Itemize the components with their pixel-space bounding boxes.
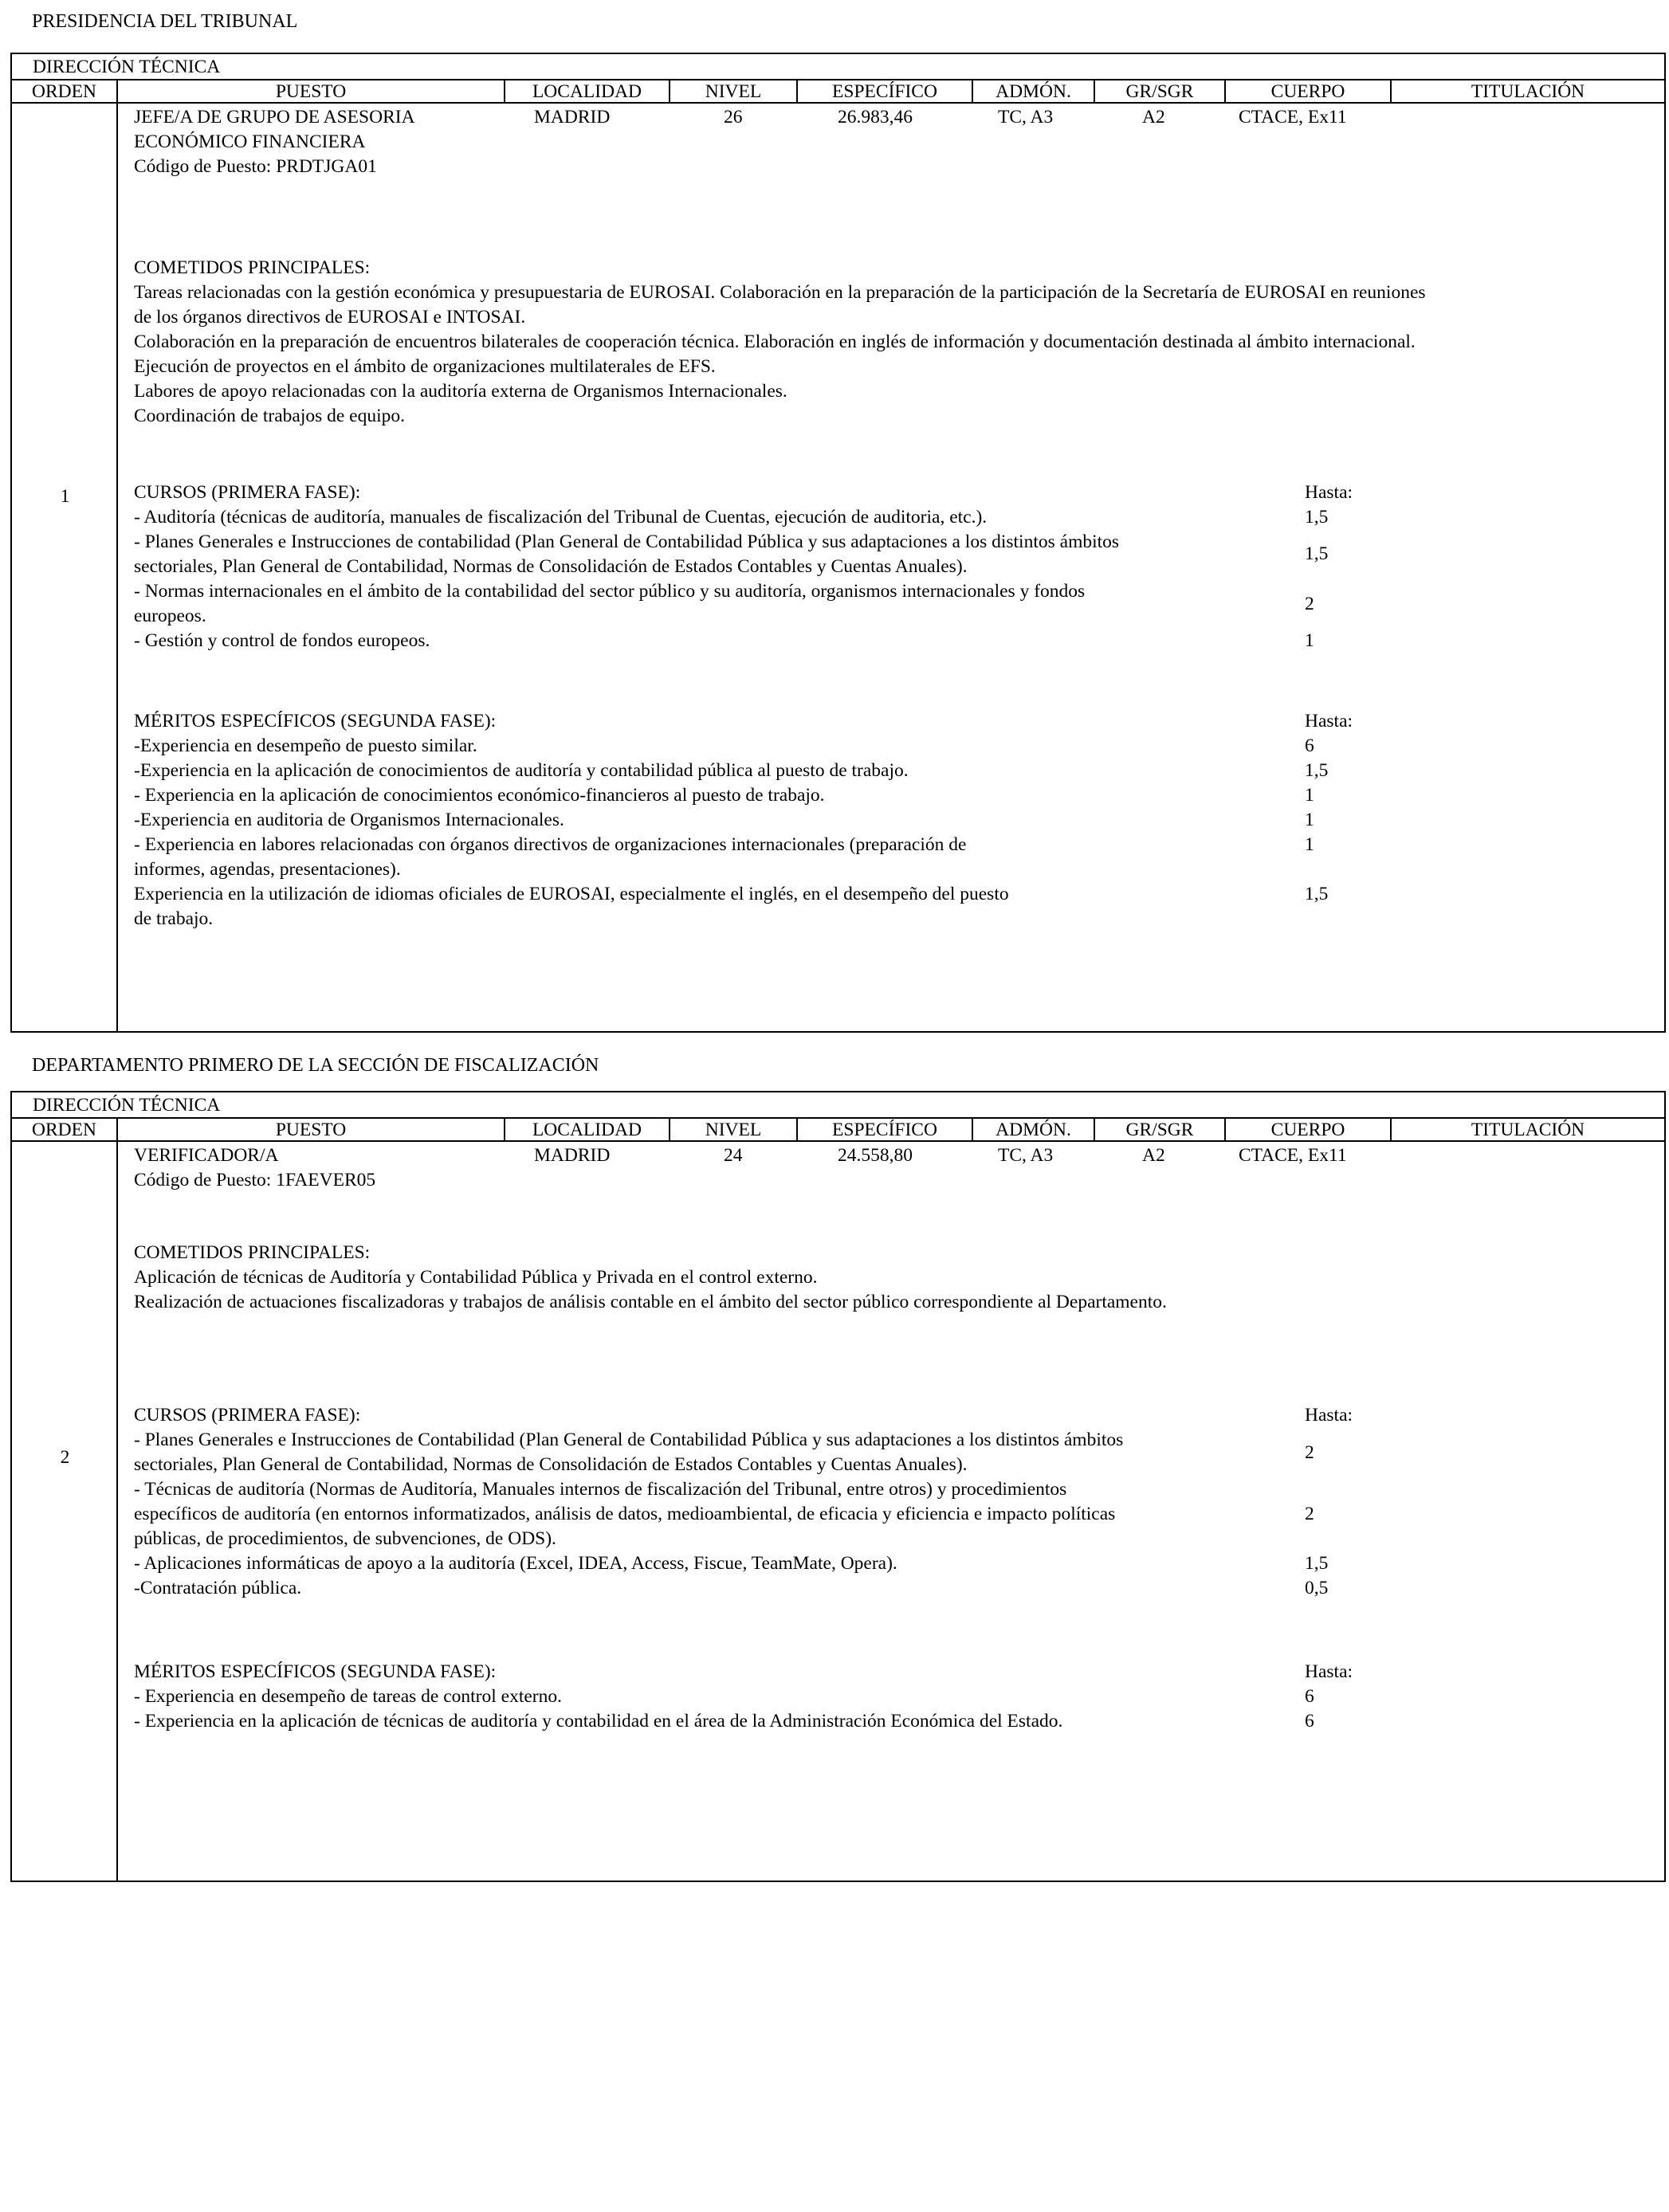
curso-points: 1,5 bbox=[1305, 543, 1329, 564]
header-puesto: PUESTO bbox=[118, 1119, 505, 1142]
direction-label: DIRECCIÓN TÉCNICA bbox=[33, 1095, 221, 1116]
localidad-value: MADRID bbox=[534, 1145, 611, 1166]
curso-line: -Contratación pública. bbox=[134, 1578, 302, 1598]
header-nivel: NIVEL bbox=[670, 80, 798, 104]
merito-line: Experiencia en la utilización de idiomas oficiales de EUROSAI, especialmente el inglés, en el desempeño del puesto bbox=[134, 884, 1009, 904]
header-grupo: GR/SGR bbox=[1095, 80, 1226, 104]
curso-line: sectoriales, Plan General de Contabilidad, Normas de Consolidación de Estados Contables y Cuentas Anuales). bbox=[134, 556, 968, 577]
merito-points: 6 bbox=[1305, 1686, 1314, 1707]
curso-line: sectoriales, Plan General de Contabilidad, Normas de Consolidación de Estados Contables y Cuentas Anuales). bbox=[134, 1454, 968, 1475]
meritos-title: MÉRITOS ESPECÍFICOS (SEGUNDA FASE): bbox=[134, 1661, 497, 1682]
curso-points: 0,5 bbox=[1305, 1578, 1329, 1598]
header-admon: ADMÓN. bbox=[973, 1119, 1095, 1142]
curso-points: 2 bbox=[1305, 1504, 1314, 1524]
orden-column bbox=[12, 1142, 118, 1881]
curso-line: - Aplicaciones informáticas de apoyo a la auditoría (Excel, IDEA, Access, Fiscue, TeamMate, Opera). bbox=[134, 1553, 897, 1574]
curso-line: - Técnicas de auditoría (Normas de Auditoría, Manuales internos de fiscalización del Tribunal, entre otros) y procedimientos bbox=[134, 1479, 1067, 1500]
header-puesto: PUESTO bbox=[118, 80, 505, 104]
cometido-line: Coordinación de trabajos de equipo. bbox=[134, 406, 406, 426]
merito-points: 1,5 bbox=[1305, 760, 1329, 781]
header-especifico: ESPECÍFICO bbox=[798, 80, 973, 104]
merito-line: - Experiencia en desempeño de tareas de control externo. bbox=[134, 1686, 562, 1707]
header-localidad: LOCALIDAD bbox=[505, 1119, 670, 1142]
curso-line: europeos. bbox=[134, 606, 206, 626]
orden-column bbox=[12, 104, 118, 1031]
curso-points: 1 bbox=[1305, 630, 1314, 651]
merito-line: - Experiencia en la aplicación de técnicas de auditoría y contabilidad en el área de la Administración Económica del Estado. bbox=[134, 1711, 1063, 1732]
cuerpo-value: CTACE, Ex11 bbox=[1239, 1145, 1347, 1166]
direction-label: DIRECCIÓN TÉCNICA bbox=[33, 57, 221, 77]
header-orden: ORDEN bbox=[12, 1119, 118, 1142]
puesto-code: Código de Puesto: 1FAEVER05 bbox=[134, 1170, 376, 1190]
curso-line: - Normas internacionales en el ámbito de la contabilidad del sector público y su auditoría, organismos internacionales y fondos bbox=[134, 581, 1086, 602]
admon-value: TC, A3 bbox=[998, 1145, 1054, 1166]
department-title: DEPARTAMENTO PRIMERO DE LA SECCIÓN DE FISCALIZACIÓN bbox=[32, 1055, 599, 1076]
merito-line: -Experiencia en la aplicación de conocimientos de auditoría y contabilidad pública al puesto de trabajo. bbox=[134, 760, 909, 781]
cometido-line: Aplicación de técnicas de Auditoría y Contabilidad Pública y Privada en el control externo. bbox=[134, 1267, 818, 1288]
merito-line: informes, agendas, presentaciones). bbox=[134, 859, 401, 880]
curso-line: - Gestión y control de fondos europeos. bbox=[134, 630, 430, 651]
table-header bbox=[12, 1117, 1664, 1142]
header-admon: ADMÓN. bbox=[973, 80, 1095, 104]
header-cuerpo: CUERPO bbox=[1226, 1119, 1392, 1142]
puesto-line: JEFE/A DE GRUPO DE ASESORIA bbox=[134, 107, 415, 127]
merito-points: 1,5 bbox=[1305, 884, 1329, 904]
puesto-code: Código de Puesto: PRDTJGA01 bbox=[134, 156, 377, 177]
cometido-line: Tareas relacionadas con la gestión económica y presupuestaria de EUROSAI. Colaboración en la preparación de la participación de la Secretaría de EUROSAI en reuniones bbox=[134, 282, 1426, 303]
meritos-title: MÉRITOS ESPECÍFICOS (SEGUNDA FASE): bbox=[134, 711, 497, 731]
curso-points: 1,5 bbox=[1305, 1553, 1329, 1574]
curso-points: 2 bbox=[1305, 1442, 1314, 1463]
merito-line: - Experiencia en la aplicación de conocimientos económico-financieros al puesto de trabajo. bbox=[134, 785, 825, 806]
puesto-line: ECONÓMICO FINANCIERA bbox=[134, 131, 366, 152]
merito-points: 1 bbox=[1305, 810, 1314, 830]
curso-line: específicos de auditoría (en entornos informatizados, análisis de datos, medioambiental, de eficacia y eficiencia e impacto políticas bbox=[134, 1504, 1116, 1524]
localidad-value: MADRID bbox=[534, 107, 611, 127]
header-titulacion: TITULACIÓN bbox=[1471, 81, 1585, 102]
cometido-line: de los órganos directivos de EUROSAI e INTOSAI. bbox=[134, 307, 526, 327]
header-titulacion: TITULACIÓN bbox=[1471, 1120, 1585, 1140]
merito-line: -Experiencia en auditoria de Organismos Internacionales. bbox=[134, 810, 564, 830]
curso-points: 2 bbox=[1305, 594, 1314, 614]
especifico-value: 24.558,80 bbox=[838, 1145, 913, 1166]
curso-line: públicas, de procedimientos, de subvenciones, de ODS). bbox=[134, 1528, 556, 1549]
hasta-label: Hasta: bbox=[1305, 711, 1353, 731]
cometido-line: Ejecución de proyectos en el ámbito de organizaciones multilaterales de EFS. bbox=[134, 356, 716, 377]
header-localidad: LOCALIDAD bbox=[505, 80, 670, 104]
position-block bbox=[10, 1091, 1666, 1882]
cometido-line: Labores de apoyo relacionadas con la auditoría externa de Organismos Internacionales. bbox=[134, 381, 787, 402]
cursos-title: CURSOS (PRIMERA FASE): bbox=[134, 1405, 361, 1426]
header-nivel: NIVEL bbox=[670, 1119, 798, 1142]
cursos-title: CURSOS (PRIMERA FASE): bbox=[134, 482, 361, 503]
orden-number: 1 bbox=[60, 486, 70, 507]
cometidos-title: COMETIDOS PRINCIPALES: bbox=[134, 1242, 371, 1263]
curso-line: - Planes Generales e Instrucciones de Contabilidad (Plan General de Contabilidad Pública y sus adaptaciones a los distintos ámbitos bbox=[134, 1430, 1124, 1450]
hasta-label: Hasta: bbox=[1305, 1405, 1353, 1426]
cuerpo-value: CTACE, Ex11 bbox=[1239, 107, 1347, 127]
merito-line: de trabajo. bbox=[134, 908, 214, 929]
department-title: PRESIDENCIA DEL TRIBUNAL bbox=[32, 11, 298, 32]
header-grupo: GR/SGR bbox=[1095, 1119, 1226, 1142]
grupo-value: A2 bbox=[1142, 1145, 1165, 1166]
cometido-line: Colaboración en la preparación de encuentros bilaterales de cooperación técnica. Elaboración en inglés de información y documentación destinada al ámbito internacional. bbox=[134, 331, 1416, 352]
hasta-label: Hasta: bbox=[1305, 1661, 1353, 1682]
merito-points: 6 bbox=[1305, 1711, 1314, 1732]
merito-line: - Experiencia en labores relacionadas con órganos directivos de organizaciones internacionales (preparación de bbox=[134, 834, 967, 855]
cometido-line: Realización de actuaciones fiscalizadoras y trabajos de análisis contable en el ámbito del sector público correspondiente al Departamento. bbox=[134, 1292, 1167, 1312]
nivel-value: 24 bbox=[724, 1145, 743, 1166]
merito-points: 6 bbox=[1305, 735, 1314, 756]
nivel-value: 26 bbox=[724, 107, 743, 127]
merito-points: 1 bbox=[1305, 785, 1314, 806]
curso-line: - Planes Generales e Instrucciones de contabilidad (Plan General de Contabilidad Pública y sus adaptaciones a los distintos ámbitos bbox=[134, 531, 1120, 552]
hasta-label: Hasta: bbox=[1305, 482, 1353, 503]
orden-number: 2 bbox=[60, 1447, 70, 1468]
cometidos-title: COMETIDOS PRINCIPALES: bbox=[134, 257, 371, 278]
admon-value: TC, A3 bbox=[998, 107, 1054, 127]
puesto-line: VERIFICADOR/A bbox=[134, 1145, 279, 1166]
curso-line: - Auditoría (técnicas de auditoría, manuales de fiscalización del Tribunal de Cuentas, ejecución de auditoria, etc.). bbox=[134, 507, 988, 528]
header-cuerpo: CUERPO bbox=[1226, 80, 1392, 104]
position-block bbox=[10, 53, 1666, 1033]
merito-line: -Experiencia en desempeño de puesto similar. bbox=[134, 735, 477, 756]
curso-points: 1,5 bbox=[1305, 507, 1329, 528]
merito-points: 1 bbox=[1305, 834, 1314, 855]
header-orden: ORDEN bbox=[12, 80, 118, 104]
especifico-value: 26.983,46 bbox=[838, 107, 913, 127]
grupo-value: A2 bbox=[1142, 107, 1165, 127]
header-especifico: ESPECÍFICO bbox=[798, 1119, 973, 1142]
table-header bbox=[12, 79, 1664, 104]
